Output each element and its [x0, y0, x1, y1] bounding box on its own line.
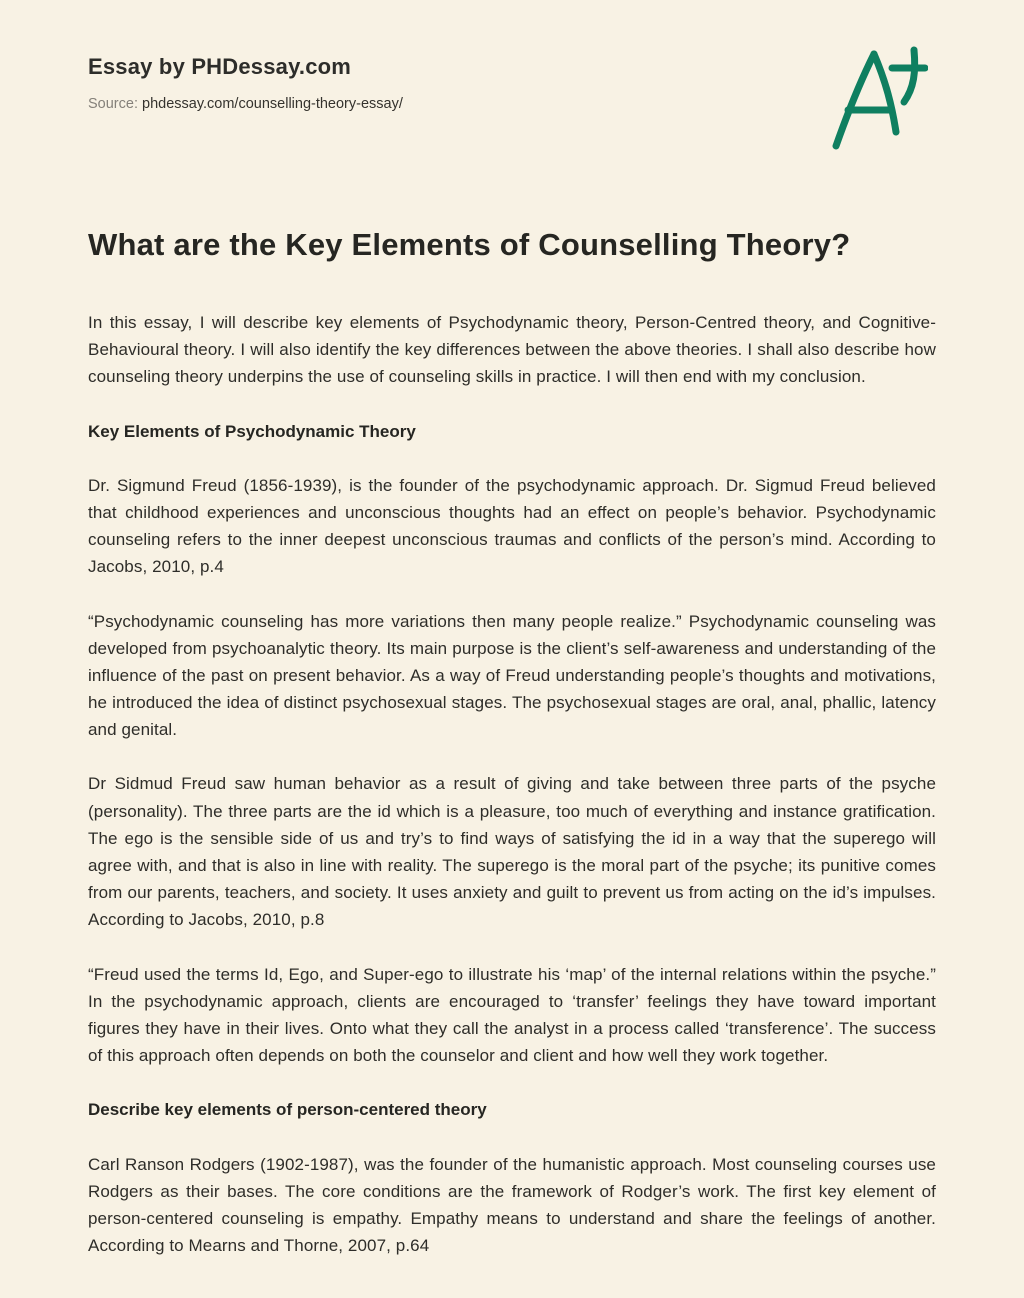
source-link[interactable]: phdessay.com/counselling-theory-essay/: [142, 96, 403, 112]
essay-header-title: Essay by PHDessay.com: [88, 54, 352, 79]
a-plus-logo-icon: [828, 44, 928, 156]
section-heading: Describe key elements of person-centered theory: [88, 1100, 487, 1120]
section-heading: Key Elements of Psychodynamic Theory: [88, 421, 416, 441]
essay-paragraph: In this essay, I will describe key elements of Psychodynamic theory, Person-Centred theory, and Cognitive-Behavioural theory. I will also identify the key differences between the above theories. I shall also describe how counseling theory underpins the use of counseling skills in practice. I will then end with my conclusion.: [88, 313, 936, 387]
essay-paragraph: “Freud used the terms Id, Ego, and Super-ego to illustrate his ‘map’ of the internal relations within the psyche.” In the psychodynamic approach, clients are encouraged to ‘transfer’ feelings they have toward important figures they have in their lives. Onto what they call the analyst in a process called ‘transference’. The success of this approach often depends on both the counselor and client and how well they work together.: [88, 964, 936, 1066]
essay-title: What are the Key Elements of Counselling Theory?: [88, 227, 851, 262]
essay-paragraph: Dr Sidmud Freud saw human behavior as a result of giving and take between three parts of the psyche (personality). The three parts are the id which is a pleasure, too much of everything and instance gratification. The ego is the sensible side of us and try’s to find ways of satisfying the id in a way that the superego will agree with, and that is also in line with reality. The superego is the moral part of the psyche; its punitive comes from our parents, teachers, and society. It uses anxiety and guilt to prevent us from acting on the id’s impulses. According to Jacobs, 2010, p.8: [88, 774, 936, 930]
header-text-block: [88, 50, 403, 112]
essay-paragraph: Dr. Sigmund Freud (1856-1939), is the founder of the psychodynamic approach. Dr. Sigmud Freud believed that childhood experiences and unconscious thoughts had an effect on people’s behavior. Psychodynamic counseling refers to the inner deepest unconscious traumas and conflicts of the person’s mind. According to Jacobs, 2010, p.4: [88, 475, 936, 577]
source-line: [88, 96, 403, 112]
essay-paragraph: Carl Ranson Rodgers (1902-1987), was the founder of the humanistic approach. Most counseling courses use Rodgers as their bases. The core conditions are the framework of Rodger’s work. The first key element of person-centered counseling is empathy. Empathy means to understand and share the feelings of another. According to Mearns and Thorne, 2007, p.64: [88, 1154, 936, 1256]
source-label: Source:: [88, 96, 138, 112]
phdessay-logo[interactable]: [828, 44, 928, 161]
essay-body: [88, 309, 936, 1259]
essay-paragraph: “Psychodynamic counseling has more variations then many people realize.” Psychodynamic counseling was developed from psychoanalytic theory. Its main purpose is the client’s self-awareness and understanding of the influence of the past on present behavior. As a way of Freud understanding people’s thoughts and motivations, he introduced the idea of distinct psychosexual stages. The psychosexual stages are oral, anal, phallic, latency and genital.: [88, 611, 936, 740]
page-header: [88, 50, 936, 161]
